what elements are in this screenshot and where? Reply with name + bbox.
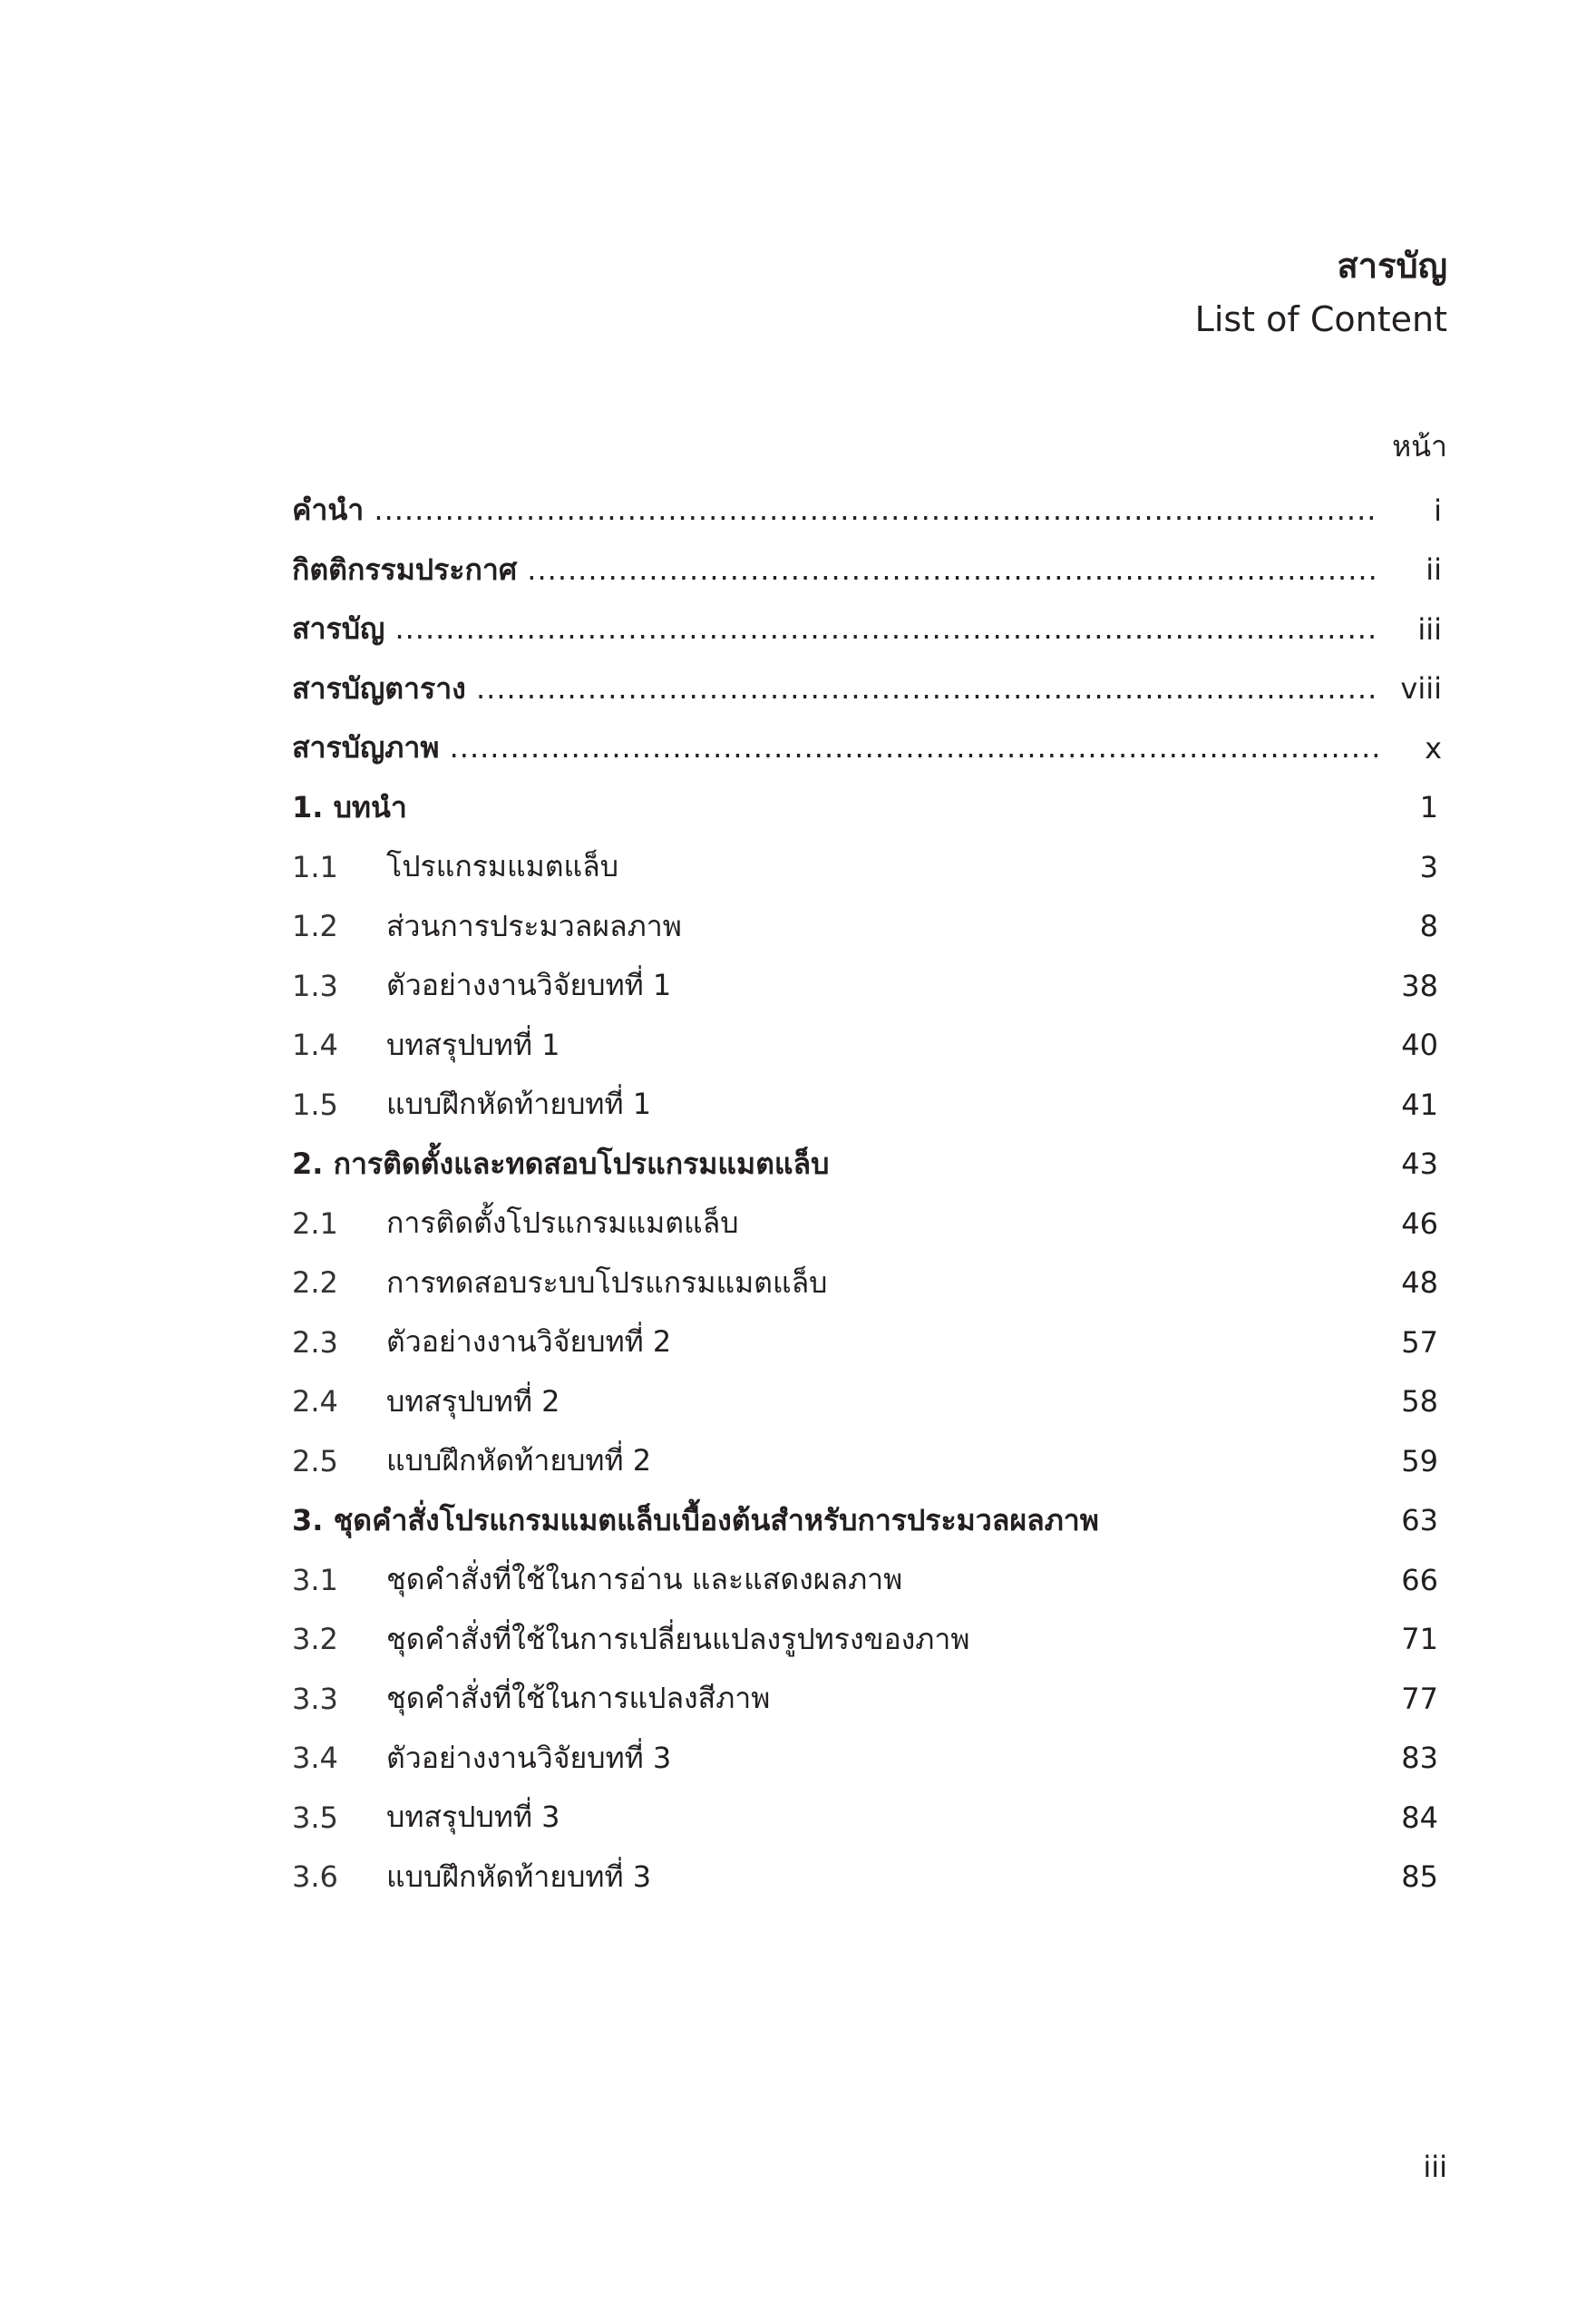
- toc-section-row[interactable]: [292, 1550, 1447, 1610]
- toc-section-row[interactable]: [292, 1610, 1447, 1670]
- toc-entry-label: สารบัญภาพ .....: [292, 725, 1378, 771]
- toc-entry-label: กิตติกรรมประกาศ .....: [292, 547, 1378, 593]
- toc-section-label: ชุดคำสั่งที่ใช้ในการอ่าน และแสดงผลภาพ: [386, 1562, 903, 1597]
- toc-section-label: บทสรุปบทที่ 3: [386, 1800, 560, 1835]
- toc-section-label: บทสรุปบทที่ 2: [386, 1383, 560, 1419]
- toc-chapter-title: 1. บทนำ: [292, 789, 407, 824]
- toc-chapter-row[interactable]: [292, 1491, 1447, 1551]
- toc-entry-page: 48: [1401, 1265, 1438, 1301]
- toc-section-number: 3.3: [292, 1681, 338, 1716]
- toc-section-number: 1.3: [292, 968, 338, 1003]
- toc-section-row[interactable]: [292, 956, 1447, 1016]
- toc-section-row[interactable]: [292, 837, 1447, 897]
- toc-entry-page: x: [1425, 730, 1442, 766]
- toc-front-matter-row[interactable]: [292, 718, 1447, 778]
- table-of-contents: [292, 481, 1447, 1907]
- toc-section-number: 1.4: [292, 1028, 338, 1063]
- toc-entry-page: 41: [1401, 1087, 1438, 1122]
- toc-entry-page: ii: [1426, 552, 1442, 588]
- toc-section-number: 2.5: [292, 1443, 338, 1478]
- toc-section-row[interactable]: [292, 897, 1447, 957]
- toc-entry-page: 57: [1401, 1324, 1438, 1360]
- toc-entry-page: 83: [1401, 1741, 1438, 1776]
- toc-front-matter-row[interactable]: [292, 600, 1447, 659]
- toc-chapter-row[interactable]: [292, 778, 1447, 838]
- toc-entry-page: 43: [1401, 1146, 1438, 1182]
- toc-section-number: 3.4: [292, 1741, 338, 1776]
- toc-section-label: แบบฝึกหัดท้ายบทที่ 1: [386, 1087, 652, 1122]
- toc-entry-page: 71: [1401, 1622, 1438, 1657]
- page-column-label: หน้า: [1392, 429, 1447, 463]
- toc-section-number: 2.2: [292, 1265, 338, 1301]
- toc-entry-page: 58: [1401, 1384, 1438, 1420]
- toc-section-label: แบบฝึกหัดท้ายบทที่ 3: [386, 1859, 652, 1894]
- page-title-thai: สารบัญ: [1337, 246, 1447, 286]
- toc-section-number: 1.2: [292, 909, 338, 944]
- toc-section-number: 3.1: [292, 1562, 338, 1597]
- toc-entry-page: 1: [1419, 790, 1438, 825]
- toc-section-number: 3.2: [292, 1622, 338, 1657]
- toc-entry-page: viii: [1400, 671, 1442, 707]
- toc-front-matter-row[interactable]: [292, 481, 1447, 541]
- toc-entry-label: คำนำ .....: [292, 487, 1378, 533]
- toc-entry-page: 84: [1401, 1800, 1438, 1835]
- toc-entry-page: 38: [1401, 968, 1438, 1003]
- toc-section-number: 1.1: [292, 849, 338, 884]
- toc-section-label: บทสรุปบทที่ 1: [386, 1027, 560, 1062]
- toc-entry-page: 63: [1401, 1503, 1438, 1538]
- toc-section-row[interactable]: [292, 1669, 1447, 1729]
- toc-section-number: 2.4: [292, 1384, 338, 1420]
- toc-section-label: การติดตั้งโปรแกรมแมตแล็บ: [386, 1205, 739, 1241]
- toc-section-row[interactable]: [292, 1254, 1447, 1313]
- toc-section-label: ตัวอย่างงานวิจัยบทที่ 1: [386, 968, 672, 1003]
- toc-entry-page: 3: [1419, 849, 1438, 884]
- toc-section-label: ส่วนการประมวลผลภาพ: [386, 908, 682, 943]
- toc-entry-page: 77: [1401, 1681, 1438, 1716]
- toc-section-row[interactable]: [292, 1848, 1447, 1907]
- toc-section-row[interactable]: [292, 1194, 1447, 1254]
- toc-section-number: 2.1: [292, 1205, 338, 1241]
- toc-section-number: 1.5: [292, 1087, 338, 1122]
- toc-entry-page: 46: [1401, 1205, 1438, 1241]
- toc-entry-label: สารบัญ .....: [292, 606, 1378, 652]
- toc-section-number: 2.3: [292, 1324, 338, 1360]
- toc-section-row[interactable]: [292, 1788, 1447, 1848]
- toc-section-label: ชุดคำสั่งที่ใช้ในการแปลงสีภาพ: [386, 1681, 771, 1716]
- toc-section-number: 3.5: [292, 1800, 338, 1835]
- page-title-english: List of Content: [1194, 299, 1447, 339]
- toc-entry-page: 8: [1419, 909, 1438, 944]
- toc-section-label: การทดสอบระบบโปรแกรมแมตแล็บ: [386, 1264, 828, 1300]
- toc-entry-page: iii: [1417, 611, 1442, 647]
- page-folio-number: iii: [1423, 2150, 1447, 2184]
- toc-section-label: ตัวอย่างงานวิจัยบทที่ 3: [386, 1740, 672, 1775]
- toc-section-number: 3.6: [292, 1859, 338, 1895]
- toc-section-row[interactable]: [292, 1312, 1447, 1372]
- toc-section-row[interactable]: [292, 1729, 1447, 1789]
- toc-section-label: ชุดคำสั่งที่ใช้ในการเปลี่ยนแปลงรูปทรงของภาพ: [386, 1621, 970, 1656]
- toc-section-row[interactable]: [292, 1372, 1447, 1432]
- toc-entry-page: 85: [1401, 1859, 1438, 1895]
- toc-section-row[interactable]: [292, 1431, 1447, 1491]
- toc-chapter-row[interactable]: [292, 1135, 1447, 1195]
- toc-chapter-title: 2. การติดตั้งและทดสอบโปรแกรมแมตแล็บ: [292, 1146, 830, 1181]
- toc-section-row[interactable]: [292, 1075, 1447, 1135]
- toc-section-label: แบบฝึกหัดท้ายบทที่ 2: [386, 1443, 652, 1478]
- toc-entry-page: 66: [1401, 1562, 1438, 1597]
- toc-section-row[interactable]: [292, 1016, 1447, 1076]
- toc-section-label: ตัวอย่างงานวิจัยบทที่ 2: [386, 1324, 672, 1360]
- toc-chapter-title: 3. ชุดคำสั่งโปรแกรมแมตแล็บเบื้องต้นสำหรับการประมวลผลภาพ: [292, 1502, 1099, 1537]
- toc-section-label: โปรแกรมแมตแล็บ: [386, 849, 619, 884]
- toc-entry-page: 59: [1401, 1443, 1438, 1478]
- toc-entry-page: 40: [1401, 1028, 1438, 1063]
- toc-entry-page: i: [1434, 493, 1442, 528]
- toc-entry-label: สารบัญตาราง .....: [292, 666, 1378, 712]
- toc-front-matter-row[interactable]: [292, 541, 1447, 600]
- toc-front-matter-row[interactable]: [292, 659, 1447, 719]
